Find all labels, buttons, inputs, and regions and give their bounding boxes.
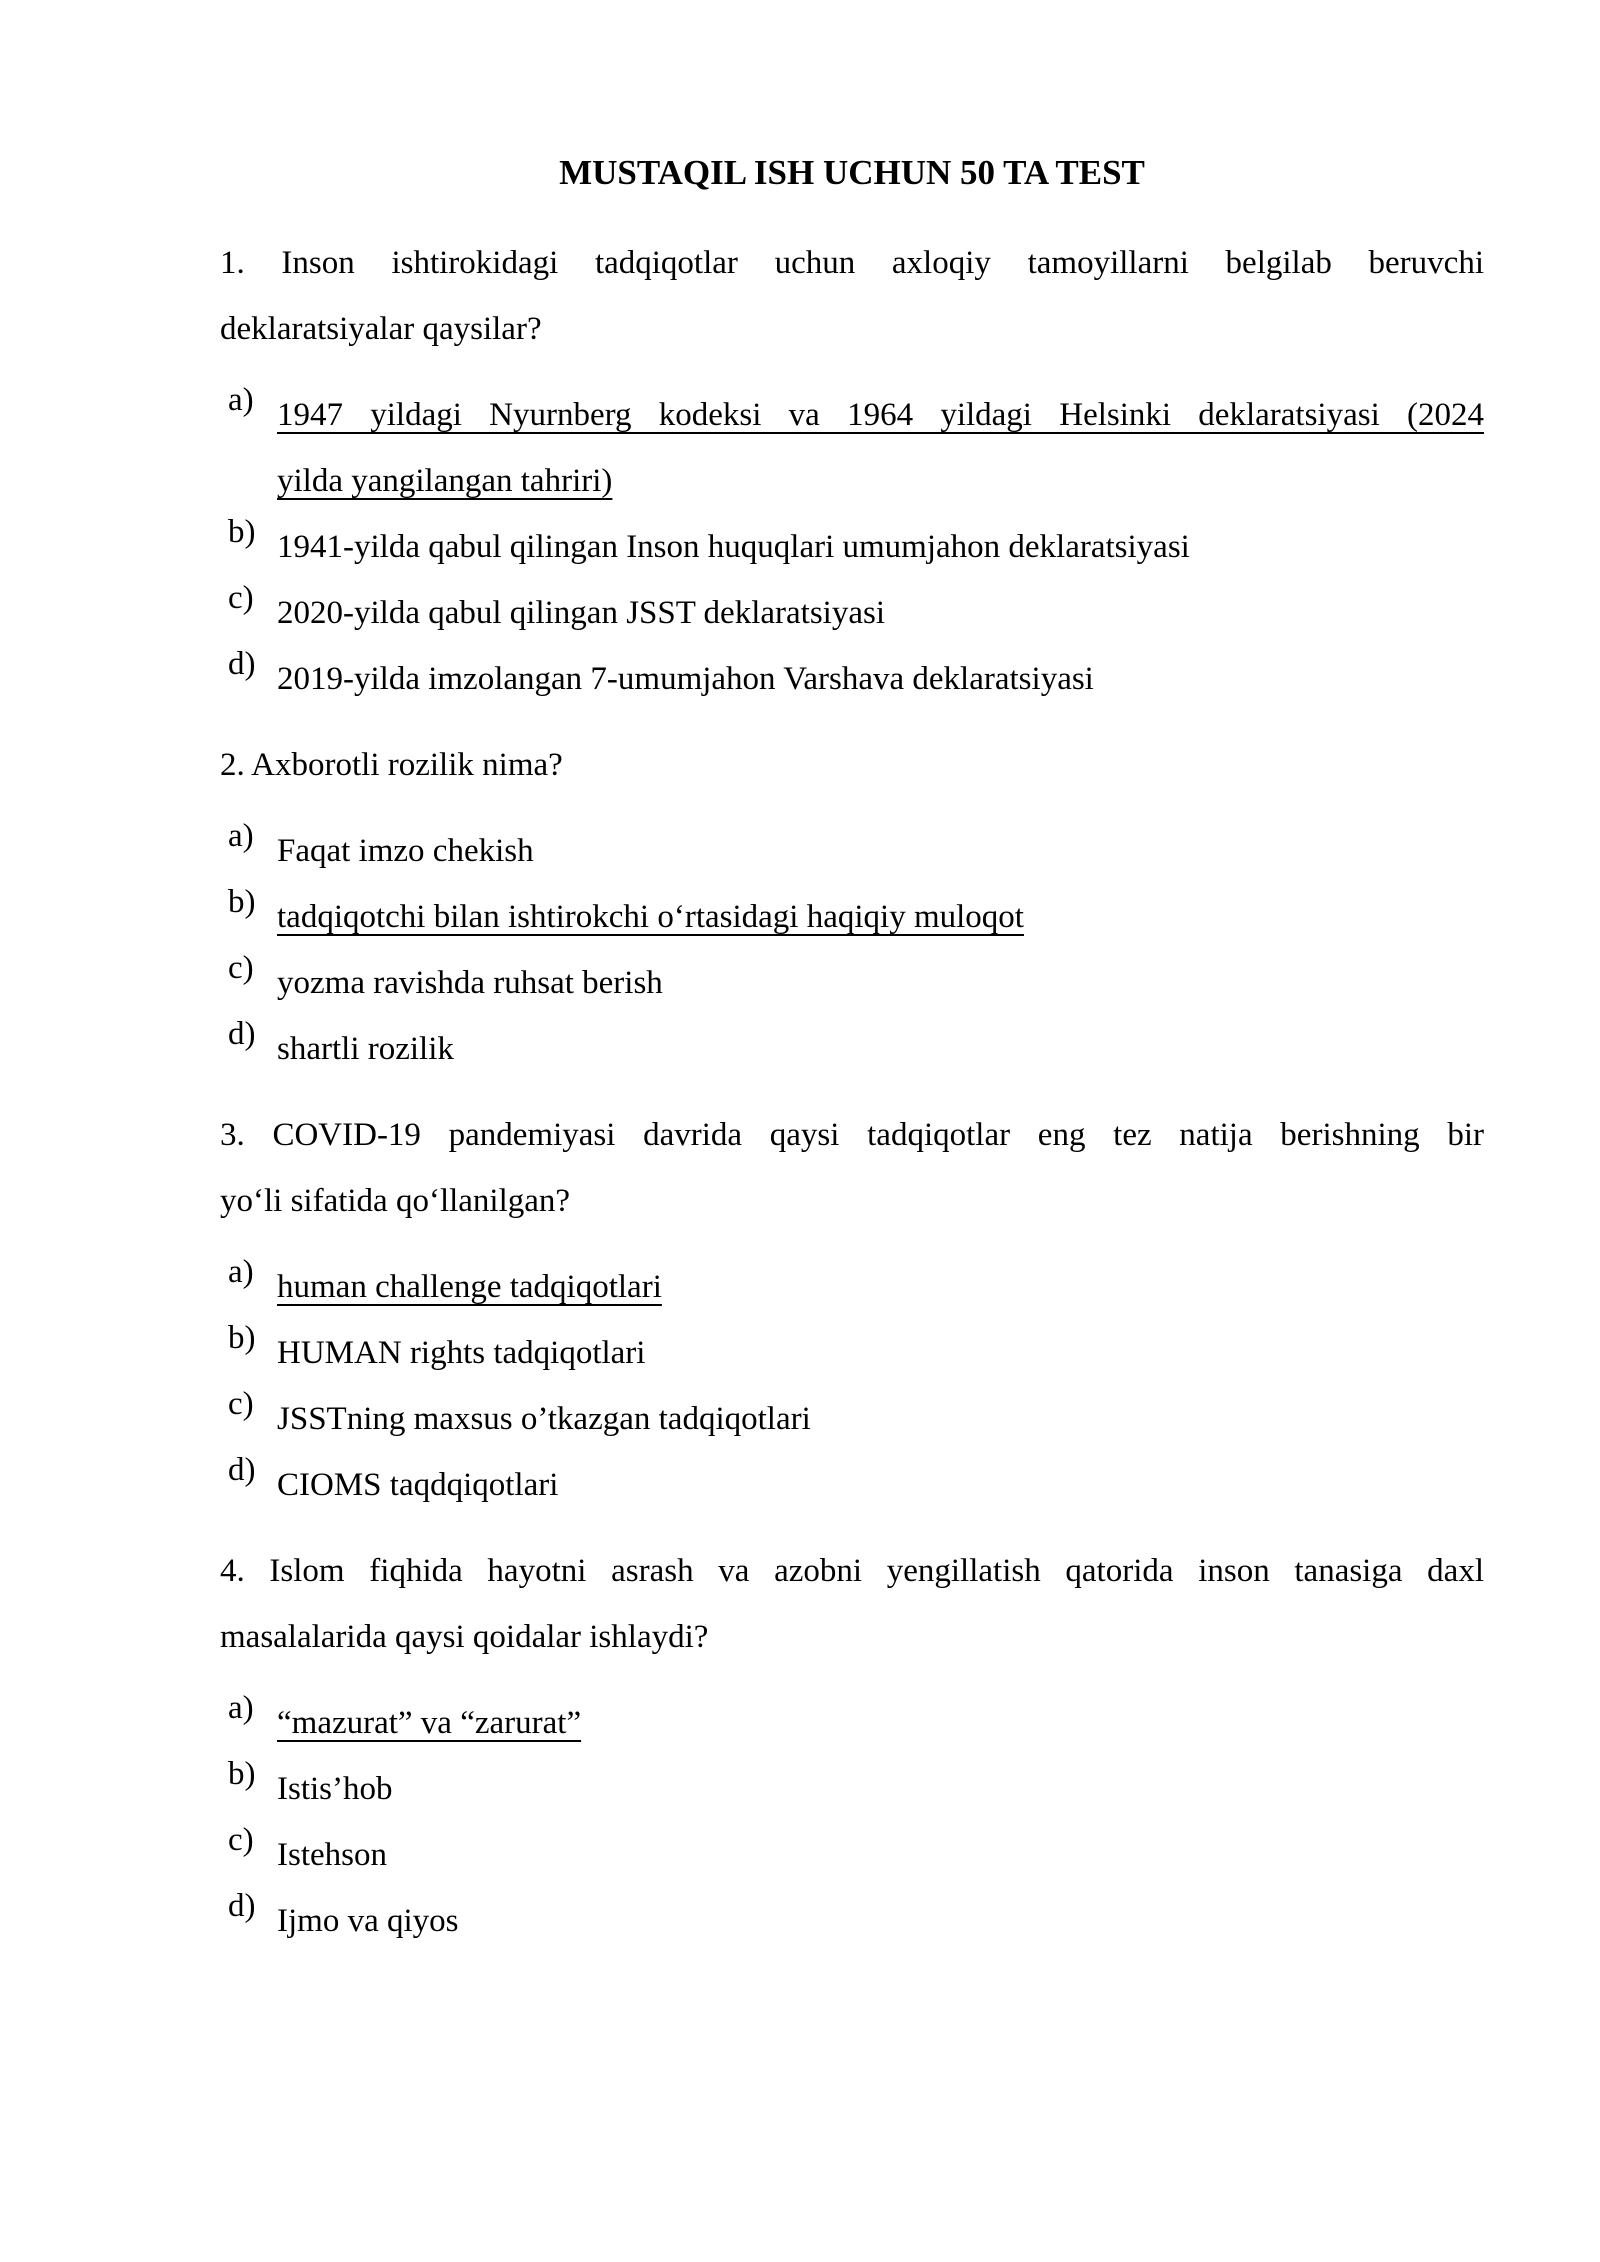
option-text: HUMAN rights tadqiqotlari — [277, 1335, 646, 1371]
question-2-options — [220, 818, 1484, 1082]
option-item-c — [220, 950, 1484, 1016]
option-marker: b) — [228, 1756, 256, 1792]
option-item-d — [220, 1888, 1484, 1954]
option-text: 1941-yilda qabul qilingan Inson huquqlari umumjahon deklaratsiyasi — [277, 529, 1190, 565]
option-item-b — [220, 1320, 1484, 1386]
question-block-2 — [220, 732, 1484, 1082]
option-text: 2019-yilda imzolangan 7-umumjahon Varshava deklaratsiyasi — [277, 661, 1094, 697]
option-marker: a) — [228, 382, 254, 418]
option-item-a — [220, 818, 1484, 884]
option-text: CIOMS taqdqiqotlari — [277, 1467, 559, 1503]
option-text: shartli rozilik — [277, 1031, 454, 1067]
option-item-d — [220, 646, 1484, 712]
option-marker: c) — [228, 950, 254, 986]
option-marker: b) — [228, 1320, 256, 1356]
question-4-options — [220, 1690, 1484, 1954]
option-text: Ijmo va qiyos — [277, 1903, 459, 1939]
document-title: MUSTAQIL ISH UCHUN 50 TA TEST — [559, 153, 1145, 192]
option-item-d — [220, 1016, 1484, 1082]
question-1-options — [220, 382, 1484, 712]
option-text: Istis’hob — [277, 1771, 393, 1807]
option-text-underlined: “mazurat” va “zarurat” — [277, 1705, 582, 1741]
question-text-line: 1. Inson ishtirokidagi tadqiqotlar uchun axloqiy tamoyillarni belgilab beruvchi — [220, 245, 1484, 281]
option-marker: a) — [228, 1690, 254, 1726]
option-item-a — [220, 1690, 1484, 1756]
option-marker: d) — [228, 646, 256, 682]
question-1-text — [220, 230, 1484, 362]
option-text-line-underlined: 1947 yildagi Nyurnberg kodeksi va 1964 yildagi Helsinki deklaratsiyasi (2024 — [277, 397, 1484, 433]
question-block-3 — [220, 1102, 1484, 1518]
question-block-4 — [220, 1538, 1484, 1954]
option-item-a — [220, 1254, 1484, 1320]
option-text: Faqat imzo chekish — [277, 833, 534, 869]
option-text: yozma ravishda ruhsat berish — [277, 965, 663, 1001]
option-text: JSSTning maxsus o’tkazgan tadqiqotlari — [277, 1401, 811, 1437]
question-3-text — [220, 1102, 1484, 1234]
question-text-line: 4. Islom fiqhida hayotni asrash va azobni yengillatish qatorida inson tanasiga daxl — [220, 1553, 1484, 1589]
question-text-line: yo‘li sifatida qo‘llanilgan? — [220, 1183, 571, 1219]
question-block-1 — [220, 230, 1484, 712]
option-item-a — [220, 382, 1484, 514]
option-marker: c) — [228, 1386, 254, 1422]
option-item-c — [220, 1386, 1484, 1452]
option-text-underlined: tadqiqotchi bilan ishtirokchi o‘rtasidagi haqiqiy muloqot — [277, 899, 1024, 935]
option-text: 2020-yilda qabul qilingan JSST deklaratsiyasi — [277, 595, 885, 631]
option-marker: d) — [228, 1016, 256, 1052]
option-marker: a) — [228, 1254, 254, 1290]
question-text-line: 2. Axborotli rozilik nima? — [220, 747, 563, 783]
option-text-line-underlined: yilda yangilangan tahriri) — [277, 463, 613, 499]
question-text-line: 3. COVID-19 pandemiyasi davrida qaysi tadqiqotlar eng tez natija berishning bir — [220, 1117, 1484, 1153]
question-text-line: masalalarida qaysi qoidalar ishlaydi? — [220, 1619, 709, 1655]
option-marker: c) — [228, 1822, 254, 1858]
option-marker: b) — [228, 884, 256, 920]
option-item-b — [220, 514, 1484, 580]
option-item-c — [220, 1822, 1484, 1888]
option-marker: d) — [228, 1452, 256, 1488]
option-marker: a) — [228, 818, 254, 854]
option-item-d — [220, 1452, 1484, 1518]
option-marker: c) — [228, 580, 254, 616]
option-marker: b) — [228, 514, 256, 550]
option-item-c — [220, 580, 1484, 646]
option-text — [277, 382, 1484, 514]
option-item-b — [220, 884, 1484, 950]
question-4-text — [220, 1538, 1484, 1670]
option-text-underlined: human challenge tadqiqotlari — [277, 1269, 662, 1305]
option-text: Istehson — [277, 1837, 387, 1873]
question-3-options — [220, 1254, 1484, 1518]
option-marker: d) — [228, 1888, 256, 1924]
question-text-line: deklaratsiyalar qaysilar? — [220, 311, 542, 347]
option-item-b — [220, 1756, 1484, 1822]
question-2-text — [220, 732, 1484, 798]
